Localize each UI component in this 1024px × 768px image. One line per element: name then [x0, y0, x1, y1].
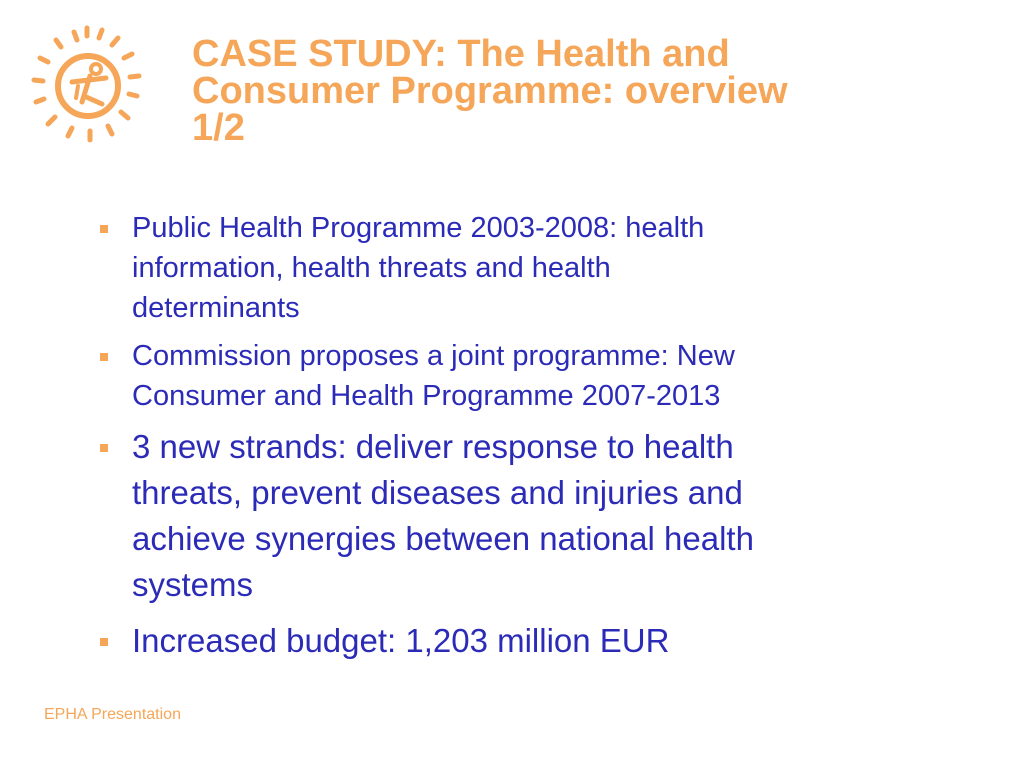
square-bullet-icon	[100, 638, 108, 646]
slide-title-line: 1/2	[192, 107, 245, 149]
bullet-item	[96, 208, 896, 328]
square-bullet-icon	[100, 353, 108, 361]
bullet-text-line: Consumer and Health Programme 2007-2013	[132, 380, 721, 412]
bullet-item	[96, 336, 896, 416]
bullet-item	[96, 618, 896, 664]
footer-text: EPHA Presentation	[44, 706, 181, 723]
bullet-text-line: Commission proposes a joint programme: New	[132, 340, 735, 372]
bullet-text-line: 3 new strands: deliver response to health	[132, 428, 734, 465]
bullet-text-line: threats, prevent diseases and injuries and	[132, 474, 743, 511]
bullet-text-line: Increased budget: 1,203 million EUR	[132, 622, 670, 659]
square-bullet-icon	[100, 444, 108, 452]
bullet-list	[96, 208, 896, 674]
square-bullet-icon	[100, 225, 108, 233]
sun-figure-logo-icon	[26, 24, 164, 150]
bullet-text-line: achieve synergies between national health	[132, 520, 754, 557]
slide-title-line: CASE STUDY: The Health and	[192, 33, 730, 75]
bullet-text-line: information, health threats and health	[132, 252, 611, 284]
slide-title	[192, 33, 992, 149]
bullet-item	[96, 424, 896, 608]
bullet-text-line: determinants	[132, 292, 300, 324]
bullet-text-line: systems	[132, 566, 254, 603]
slide-title-line: Consumer Programme: overview	[192, 70, 788, 112]
bullet-text-line: Public Health Programme 2003-2008: health	[132, 212, 705, 244]
